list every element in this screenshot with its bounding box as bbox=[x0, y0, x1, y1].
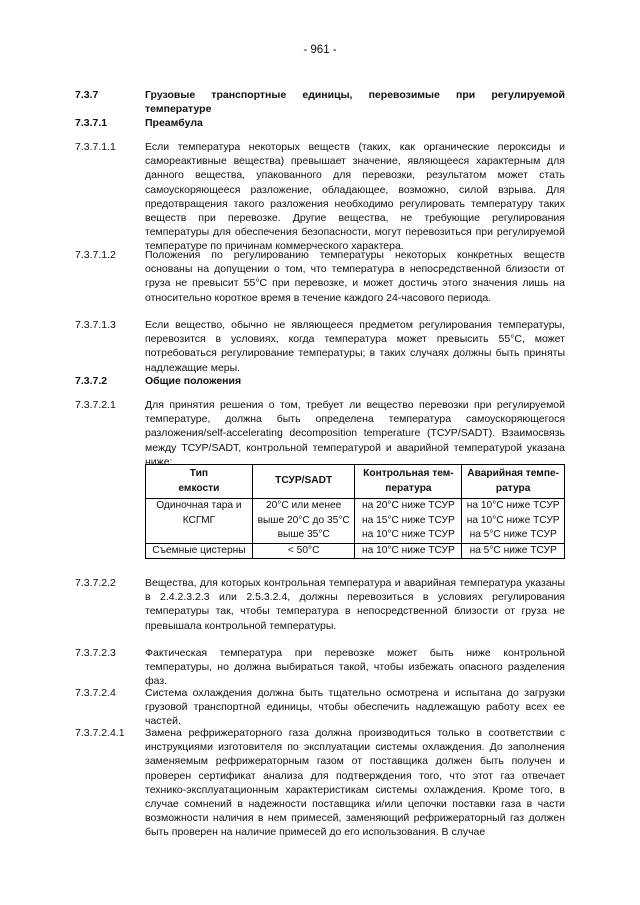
temperature-table bbox=[145, 464, 565, 559]
cell-sadt: < 50°C bbox=[252, 543, 355, 559]
paragraph: Система охлаждения должна быть тщательно осмотрена и испытана до загрузки грузовой транспортной единицы, чтобы обеспечить надлежащую работу всех ее частей. bbox=[145, 687, 565, 728]
table-row bbox=[146, 499, 565, 544]
section-number: 7.3.7.2.4.1 bbox=[75, 727, 125, 739]
paragraph: Для принятия решения о том, требует ли вещество перевозки при регулируемой температуре, должна быть определена температура самоускоряющегося разложения/self-accelerating decomposition temperature (ТСУР/SADT). Взаимосвязь между ТСУР/SADT, контрольной температурой и аварийной температурой указана ниже: bbox=[145, 399, 565, 468]
paragraph: Вещества, для которых контрольная температура и аварийная температура указаны в 2.4.2.3.2.3 или 2.5.3.2.4, должны перевозиться в условиях регулирования температуры так, чтобы температура в непосредственной близости от груза не превышала контрольной температуры. bbox=[145, 577, 565, 632]
cell-control-temp: на 20°C ниже ТСУР на 15°C ниже ТСУР на 10°C ниже ТСУР bbox=[355, 499, 462, 544]
cell-container-type: Съемные цистерны bbox=[146, 543, 253, 559]
cell-sadt: 20°C или менее выше 20°C до 35°C выше 35°C bbox=[252, 499, 355, 544]
header-container-type: Тип емкости bbox=[146, 465, 253, 499]
header-sadt: ТСУР/SADT bbox=[252, 465, 355, 499]
section-heading: Грузовые транспортные единицы, перевозимые при регулируемой температуре bbox=[145, 89, 565, 116]
page-number: - 961 - bbox=[303, 44, 337, 56]
section-number: 7.3.7.1 bbox=[75, 117, 108, 129]
section-number: 7.3.7.2.4 bbox=[75, 687, 116, 699]
section-heading: Общие положения bbox=[145, 375, 242, 387]
paragraph: Если вещество, обычно не являющееся предметом регулирования температуры, перевозится в условиях, когда температура может превысить 55°C, может потребоваться регулирование температуры; в таких случаях должны быть приняты надлежащие меры. bbox=[145, 319, 565, 374]
table-header-row bbox=[146, 465, 565, 499]
cell-container-type: Одиночная тара и КСГМГ bbox=[146, 499, 253, 544]
paragraph: Замена рефрижераторного газа должна производиться только в соответствии с инструкциями изготовителя по эксплуатации системы охлаждения. До заполнения заменяемым рефрижераторным газом от поставщика должен быть получен и проверен сертификат анализа для подтверждения того, что этот газ отвечает технико-эксплуатационным характеристикам системы охлаждения. Кроме того, в случае сомнений в надежности поставщика и/или цепочки поставки газа в части возможности наличия в нем примесей, заменяющий рефрижераторный газ должен быть проверен на наличие примесей до его использования. В случае bbox=[145, 727, 565, 839]
section-number: 7.3.7.2.1 bbox=[75, 399, 116, 411]
header-emergency-temp: Аварийная темпе- ратура bbox=[462, 465, 565, 499]
table-row bbox=[146, 543, 565, 559]
section-number: 7.3.7.1.2 bbox=[75, 249, 116, 261]
paragraph: Если температура некоторых веществ (таких, как органические пероксиды и самореактивные вещества) превышает значение, являющееся характерным для данного вещества, упакованного для перевозки, результатом может стать самоускоряющееся разложение, обладающее, возможно, силой взрыва. Для предотвращения такого разложения необходимо регулировать температуру таких веществ при перевозке. Другие вещества, не требующие регулирования температуры для обеспечения безопасности, могут перевозиться при регулируемой температуре по причинам коммерческого характера. bbox=[145, 141, 565, 253]
cell-control-temp: на 10°C ниже ТСУР bbox=[355, 543, 462, 559]
section-number: 7.3.7.2.2 bbox=[75, 577, 116, 589]
section-number: 7.3.7.1.3 bbox=[75, 319, 116, 331]
paragraph: Фактическая температура при перевозке может быть ниже контрольной температуры, но должна выбираться такой, чтобы избежать опасного разделения фаз. bbox=[145, 647, 565, 688]
section-heading: Преамбула bbox=[145, 117, 203, 129]
paragraph: Положения по регулированию температуры некоторых конкретных веществ основаны на допущении о том, что температура в непосредственной близости от груза не превысит 55°C при перевозке, и может достичь этого значения лишь на относительно короткое время в течение каждого 24-часового периода. bbox=[145, 249, 565, 304]
header-control-temp: Контрольная тем- пература bbox=[355, 465, 462, 499]
section-number: 7.3.7.2 bbox=[75, 375, 108, 387]
cell-emergency-temp: на 5°C ниже ТСУР bbox=[462, 543, 565, 559]
cell-emergency-temp: на 10°C ниже ТСУР на 10°C ниже ТСУР на 5°C ниже ТСУР bbox=[462, 499, 565, 544]
section-number: 7.3.7 bbox=[75, 89, 99, 101]
section-number: 7.3.7.1.1 bbox=[75, 141, 116, 153]
section-number: 7.3.7.2.3 bbox=[75, 647, 116, 659]
